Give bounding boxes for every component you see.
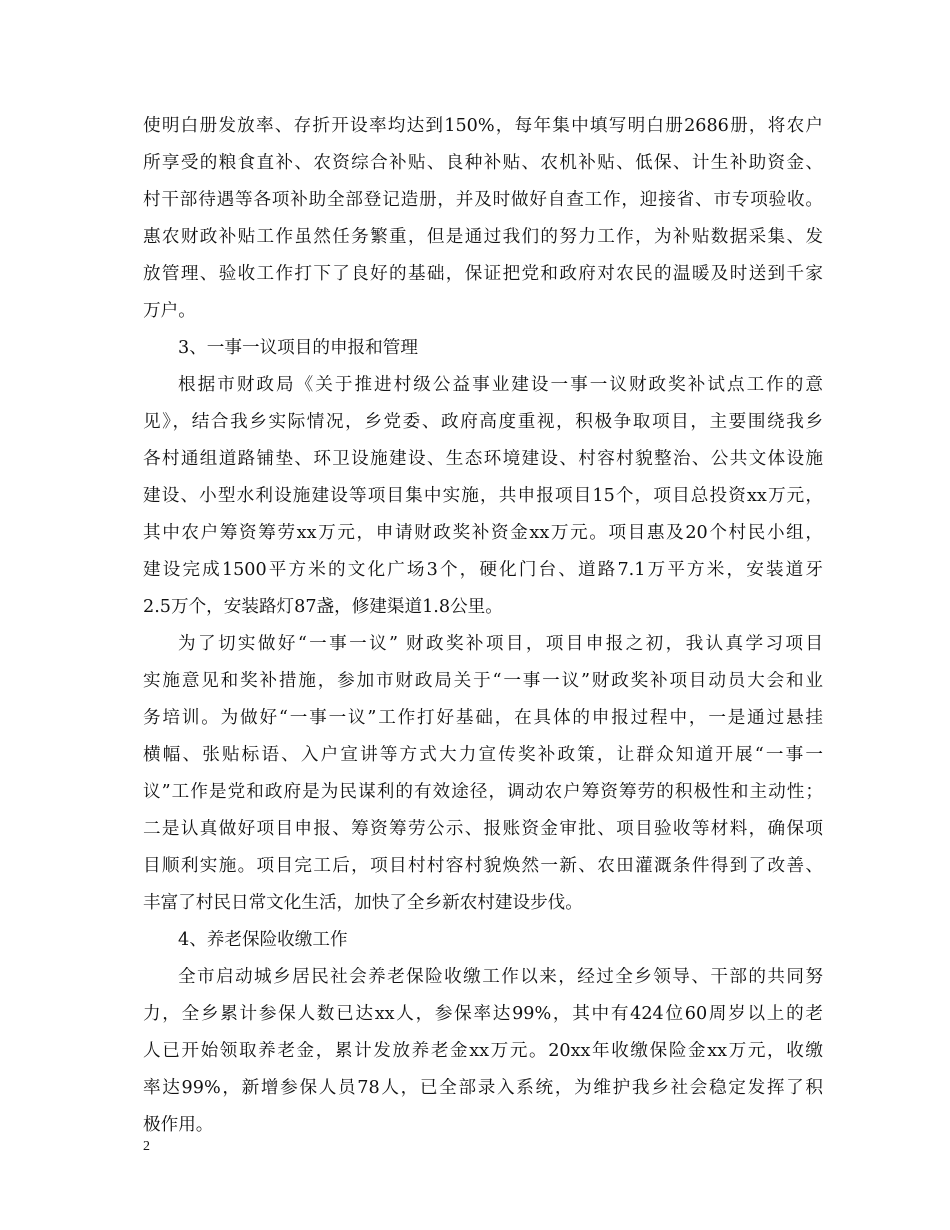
section-heading-4: 4、养老保险收缴工作: [178, 930, 348, 950]
text-line: 议”工作是党和政府是为民谋利的有效途径，调动农户筹资筹劳的积极性和主动性；: [143, 782, 823, 802]
text-line: 极作用。: [143, 1115, 214, 1135]
text-line: 率达99%，新增参保人员78人，已全部录入系统，为维护我乡社会稳定发挥了积: [143, 1078, 823, 1098]
text-line: 力，全乡累计参保人数已达xx人，参保率达99%，其中有424位60周岁以上的老: [143, 1004, 823, 1024]
text-line: 建设完成1500平方米的文化广场3个，硬化门台、道路7.1万平方米，安装道牙: [143, 560, 823, 580]
text-line: 全市启动城乡居民社会养老保险收缴工作以来，经过全乡领导、干部的共同努: [178, 967, 823, 987]
page-number: 2: [143, 1139, 150, 1154]
text-line: 横幅、张贴标语、入户宣讲等方式大力宣传奖补政策，让群众知道开展“一事一: [143, 745, 823, 765]
text-line: 万户。: [143, 301, 196, 321]
text-line: 为了切实做好“一事一议” 财政奖补项目，项目申报之初，我认真学习项目: [178, 634, 823, 654]
text-line: 务培训。为做好“一事一议”工作打好基础，在具体的申报过程中，一是通过悬挂: [143, 708, 823, 728]
text-line: 实施意见和奖补措施，参加市财政局关于“一事一议”财政奖补项目动员大会和业: [143, 671, 823, 691]
text-line: 其中农户筹资筹劳xx万元，申请财政奖补资金xx万元。项目惠及20个村民小组，: [143, 523, 823, 543]
text-line: 惠农财政补贴工作虽然任务繁重，但是通过我们的努力工作，为补贴数据采集、发: [143, 227, 823, 247]
text-line: 所享受的粮食直补、农资综合补贴、良种补贴、农机补贴、低保、计生补助资金、: [143, 153, 823, 173]
text-line: 2.5万个，安装路灯87盏，修建渠道1.8公里。: [143, 597, 503, 617]
text-line: 使明白册发放率、存折开设率均达到150%，每年集中填写明白册2686册，将农户: [143, 116, 823, 136]
text-line: 建设、小型水利设施建设等项目集中实施，共申报项目15个，项目总投资xx万元，: [143, 486, 823, 506]
text-line: 丰富了村民日常文化生活，加快了全乡新农村建设步伐。: [143, 893, 583, 913]
text-line: 放管理、验收工作打下了良好的基础，保证把党和政府对农民的温暖及时送到千家: [143, 264, 823, 284]
text-line: 根据市财政局《关于推进村级公益事业建设一事一议财政奖补试点工作的意: [178, 375, 823, 395]
text-line: 二是认真做好项目申报、筹资筹劳公示、报账资金审批、项目验收等材料，确保项: [143, 819, 823, 839]
text-line: 各村通组道路铺垫、环卫设施建设、生态环境建设、村容村貌整治、公共文体设施: [143, 449, 823, 469]
section-heading-3: 3、一事一议项目的申报和管理: [178, 338, 418, 358]
text-line: 见》，结合我乡实际情况，乡党委、政府高度重视，积极争取项目，主要围绕我乡: [143, 412, 823, 432]
text-line: 村干部待遇等各项补助全部登记造册，并及时做好自查工作，迎接省、市专项验收。: [143, 190, 823, 210]
text-line: 目顺利实施。项目完工后，项目村村容村貌焕然一新、农田灌溉条件得到了改善、: [143, 856, 823, 876]
text-line: 人已开始领取养老金，累计发放养老金xx万元。20xx年收缴保险金xx万元，收缴: [143, 1041, 823, 1061]
document-body: [143, 108, 823, 1144]
